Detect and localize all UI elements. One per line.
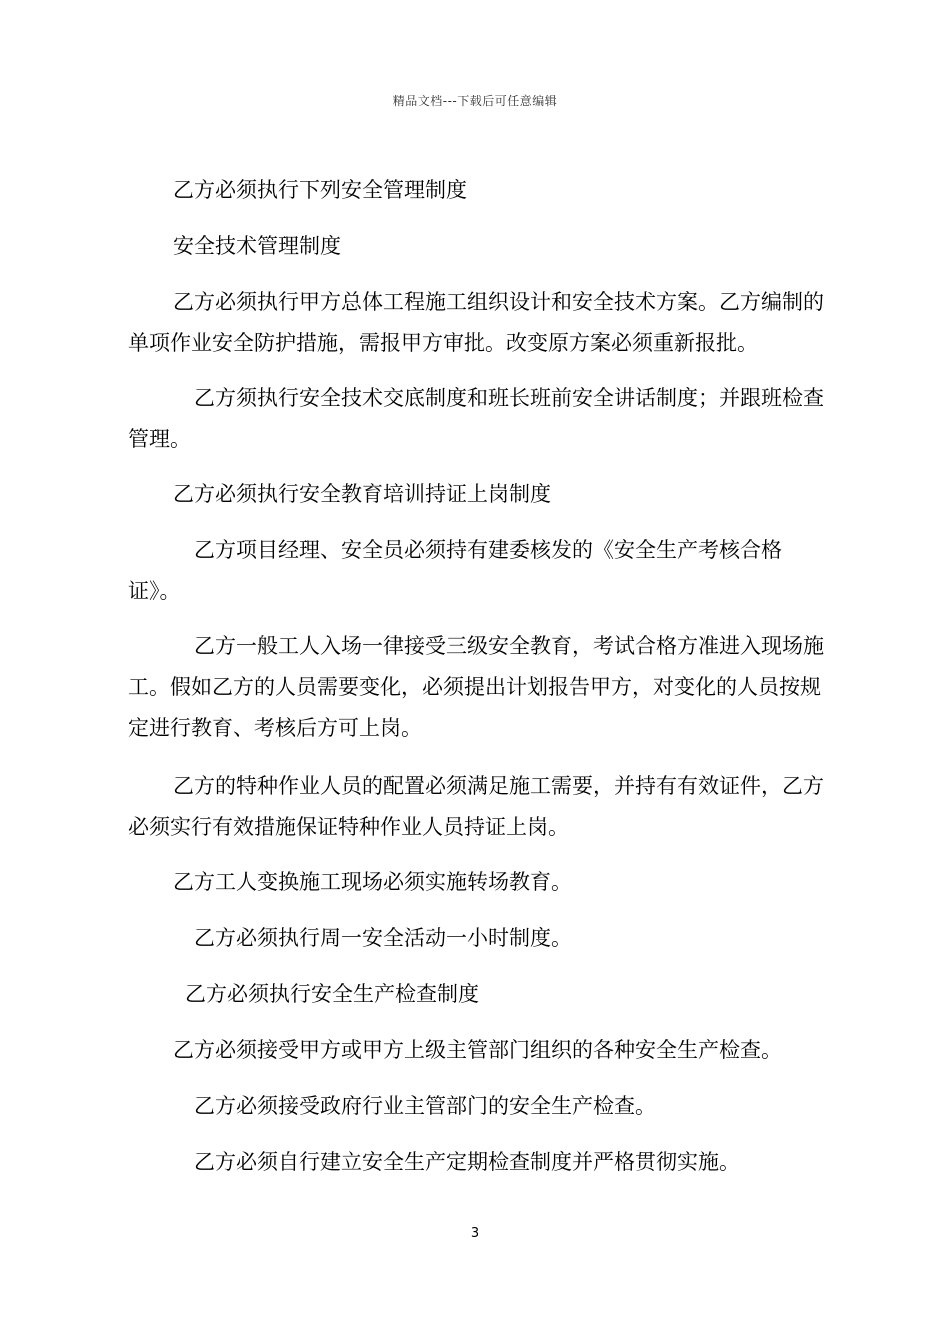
paragraph-6: 乙方项目经理、安全员必须持有建委核发的《安全生产考核合格证》。 xyxy=(128,538,782,603)
paragraph-12: 乙方必须接受甲方或甲方上级主管部门组织的各种安全生产检查。 xyxy=(173,1038,782,1062)
paragraph-1: 乙方必须执行下列安全管理制度 xyxy=(173,178,467,202)
page-header: 精品文档---下载后可任意编辑 xyxy=(392,94,558,108)
paragraph-7: 乙方一般工人入场一律接受三级安全教育，考试合格方准进入现场施工。假如乙方的人员需要变化，必须提出计划报告甲方，对变化的人员按规定进行教育、考核后方可上岗。 xyxy=(128,634,824,740)
paragraph-13: 乙方必须接受政府行业主管部门的安全生产检查。 xyxy=(194,1094,656,1118)
paragraph-2: 安全技术管理制度 xyxy=(173,234,341,258)
paragraph-14: 乙方必须自行建立安全生产定期检查制度并严格贯彻实施。 xyxy=(194,1150,740,1174)
paragraph-8: 乙方的特种作业人员的配置必须满足施工需要，并持有有效证件，乙方必须实行有效措施保证特种作业人员持证上岗。 xyxy=(128,774,824,839)
paragraph-3: 乙方必须执行甲方总体工程施工组织设计和安全技术方案。乙方编制的单项作业安全防护措施，需报甲方审批。改变原方案必须重新报批。 xyxy=(128,290,824,355)
paragraph-9: 乙方工人变换施工现场必须实施转场教育。 xyxy=(173,870,572,894)
paragraph-5: 乙方必须执行安全教育培训持证上岗制度 xyxy=(173,482,551,506)
paragraph-11: 乙方必须执行安全生产检查制度 xyxy=(185,982,479,1006)
paragraph-4: 乙方须执行安全技术交底制度和班长班前安全讲话制度；并跟班检查管理。 xyxy=(128,386,824,451)
page-number: 3 xyxy=(470,1226,480,1241)
paragraph-10: 乙方必须执行周一安全活动一小时制度。 xyxy=(194,926,572,950)
